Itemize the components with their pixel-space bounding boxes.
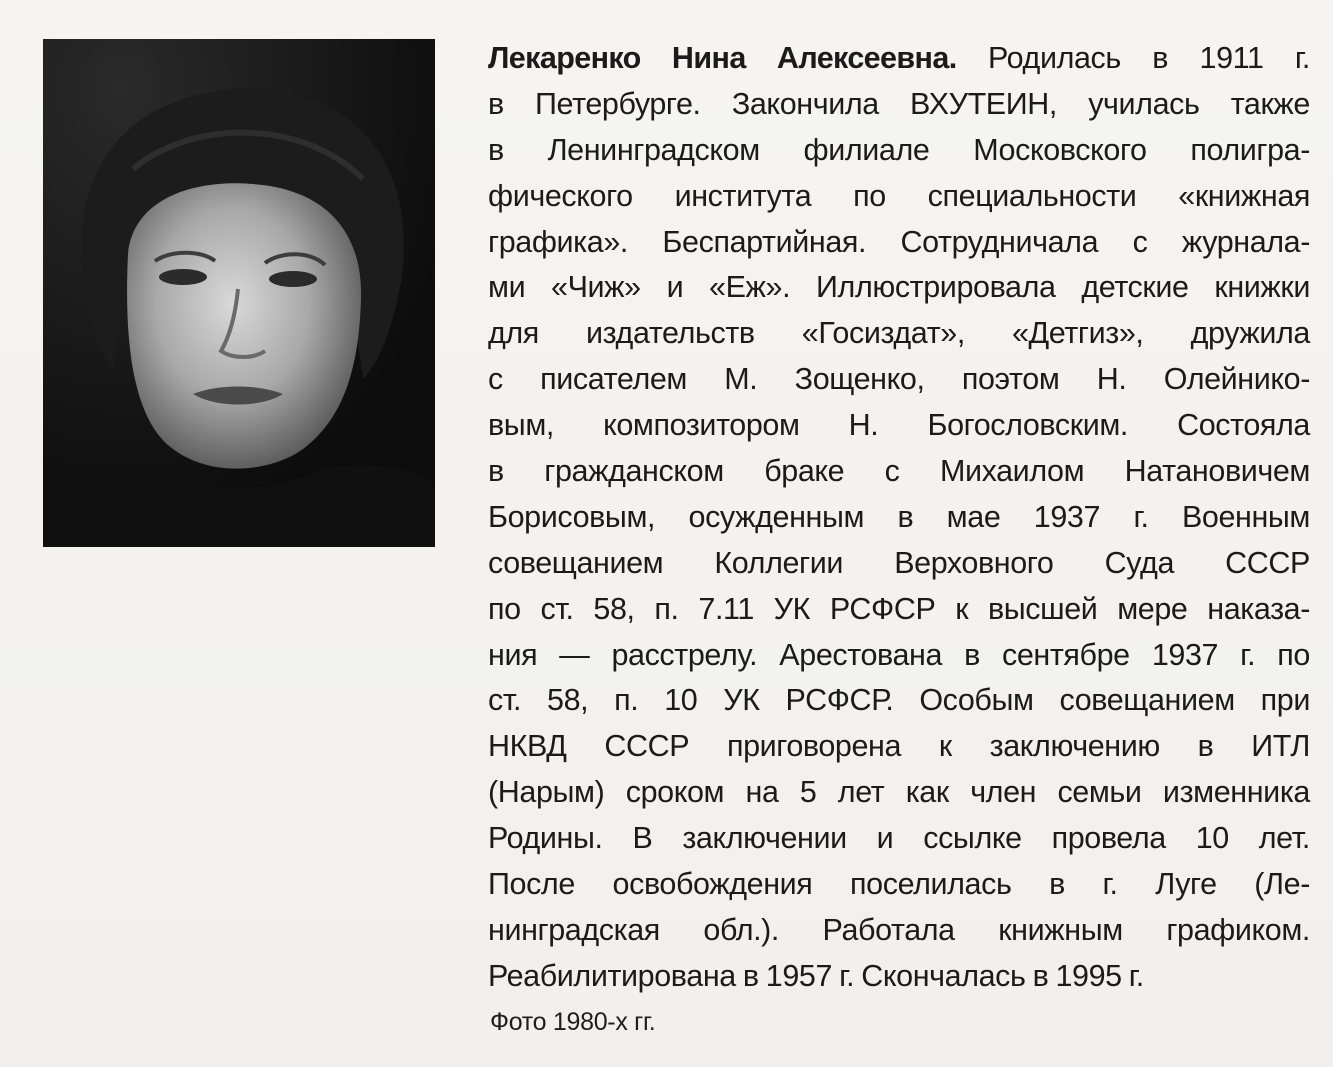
bio-line: фического института по специальности «книжная [488, 178, 1310, 213]
person-name: Лекаренко Нина Алексеевна. [488, 41, 957, 75]
bio-line: графика». Беспартийная. Сотрудничала с журнала- [488, 224, 1310, 259]
bio-line: ния — расстрелу. Арестована в сентябре 1937 г. по [488, 637, 1310, 672]
bio-line: в Ленинградском филиале Московского полигра- [488, 132, 1310, 167]
bio-line: для издательств «Госиздат», «Детгиз», дружила [488, 316, 1310, 351]
portrait-image [43, 39, 435, 547]
bio-line: совещанием Коллегии Верховного Суда СССР [488, 545, 1310, 580]
biography-text [488, 36, 1310, 1000]
bio-line: в гражданском браке с Михаилом Натановичем [488, 454, 1310, 489]
bio-line: Борисовым, осужденным в мае 1937 г. Военным [488, 499, 1310, 534]
bio-line: по ст. 58, п. 7.11 УК РСФСР к высшей мере наказа- [488, 591, 1310, 626]
bio-line: вым, композитором Н. Богословским. Состояла [488, 408, 1310, 443]
bio-line: (Нарым) сроком на 5 лет как член семьи изменника [488, 775, 1310, 810]
bio-line: в Петербурге. Закончила ВХУТЕИН, училась также [488, 86, 1310, 121]
photo-caption: Фото 1980-х гг. [490, 1008, 656, 1036]
portrait-photo [43, 39, 435, 547]
bio-line: ст. 58, п. 10 УК РСФСР. Особым совещанием при [488, 683, 1310, 718]
bio-line: После освобождения поселилась в г. Луге (Ле- [488, 867, 1310, 902]
bio-line-1: Лекаренко Нина Алексеевна. Родилась в 1911 г. [488, 41, 1310, 75]
bio-line: НКВД СССР приговорена к заключению в ИТЛ [488, 729, 1310, 764]
bio-line: Родины. В заключении и ссылке провела 10 лет. [488, 821, 1310, 856]
bio-line: с писателем М. Зощенко, поэтом Н. Олейнико- [488, 362, 1310, 397]
bio-line: нинградская обл.). Работала книжным графиком. [488, 912, 1310, 947]
bio-line: Реабилитирована в 1957 г. Скончалась в 1995 г. [488, 958, 1144, 993]
bio-line: ми «Чиж» и «Еж». Иллюстрировала детские книжки [488, 270, 1310, 305]
